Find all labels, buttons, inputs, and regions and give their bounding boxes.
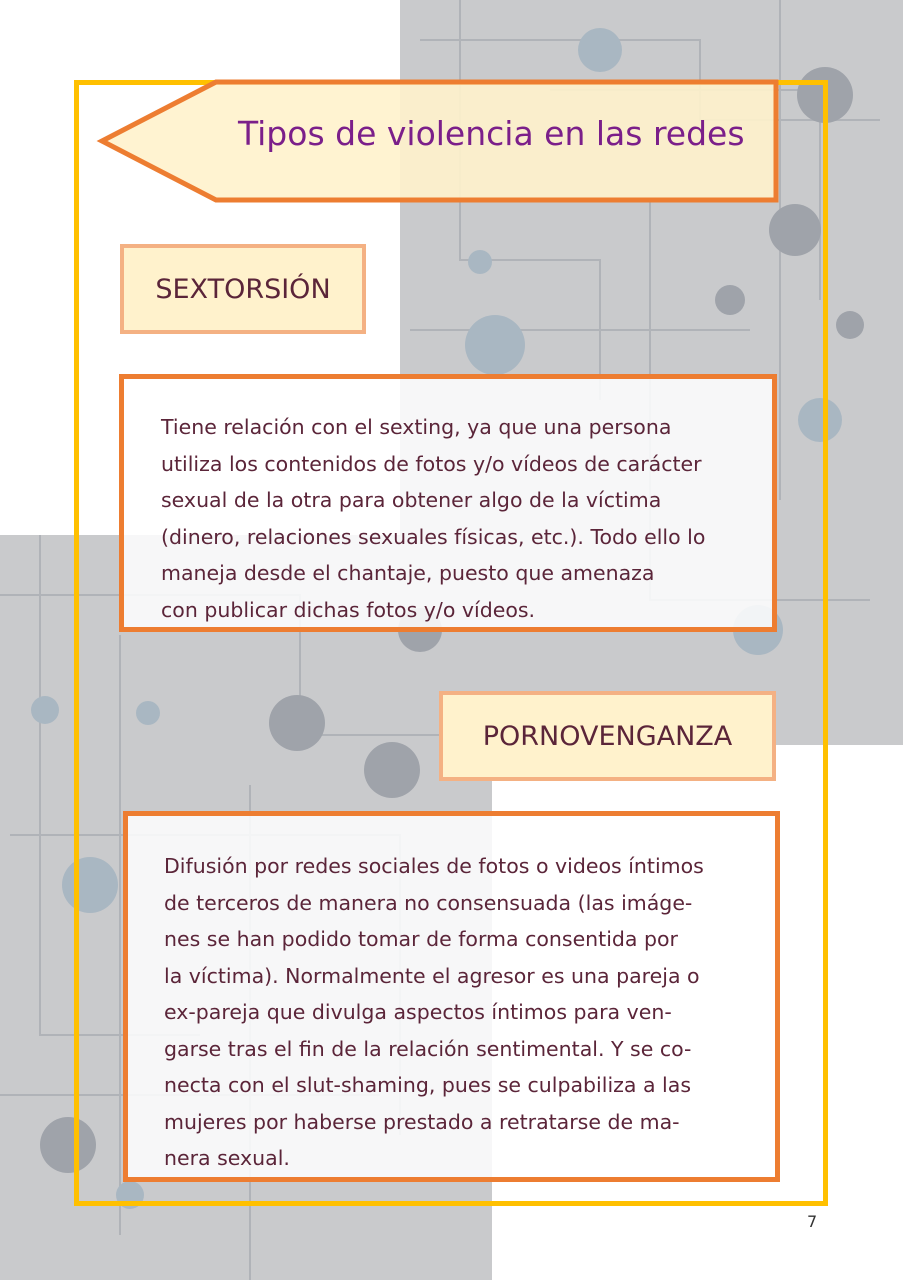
- page-number: 7: [807, 1212, 818, 1231]
- text-line: con publicar dichas fotos y/o vídeos.: [161, 597, 536, 622]
- text-line: mujeres por haberse prestado a retratarse de ma-: [164, 1109, 680, 1134]
- text-line: Difusión por redes sociales de fotos o videos íntimos: [164, 854, 704, 878]
- section-body-pornovenganza: [123, 811, 780, 1182]
- section-heading-pornovenganza: PORNOVENGANZA: [439, 691, 776, 781]
- text-line: Tiene relación con el sexting, ya que una persona: [161, 415, 672, 439]
- text-line: ex-pareja que divulga aspectos íntimos para ven-: [164, 1000, 672, 1024]
- text-line: garse tras el fin de la relación sentimental. Y se co-: [164, 1036, 692, 1061]
- text-line: la víctima). Normalmente el agresor es una pareja o: [164, 963, 700, 988]
- text-line: maneja desde el chantaje, puesto que amenaza: [161, 561, 655, 585]
- section-body-sextorsion: [119, 374, 777, 632]
- text-line: nes se han podido tomar de forma consentida por: [164, 927, 678, 951]
- text-line: sexual de la otra para obtener algo de la víctima: [161, 488, 662, 512]
- text-line: nera sexual.: [164, 1146, 290, 1170]
- text-line: de terceros de manera no consensuada (las imáge-: [164, 890, 693, 915]
- text-line: (dinero, relaciones sexuales físicas, etc.). Todo ello lo: [161, 524, 706, 549]
- section-heading-sextorsion: SEXTORSIÓN: [120, 244, 366, 334]
- text-line: necta con el slut-shaming, pues se culpabiliza a las: [164, 1073, 691, 1097]
- page-title: Tipos de violencia en las redes: [238, 114, 745, 153]
- text-line: utiliza los contenidos de fotos y/o vídeos de carácter: [161, 451, 702, 476]
